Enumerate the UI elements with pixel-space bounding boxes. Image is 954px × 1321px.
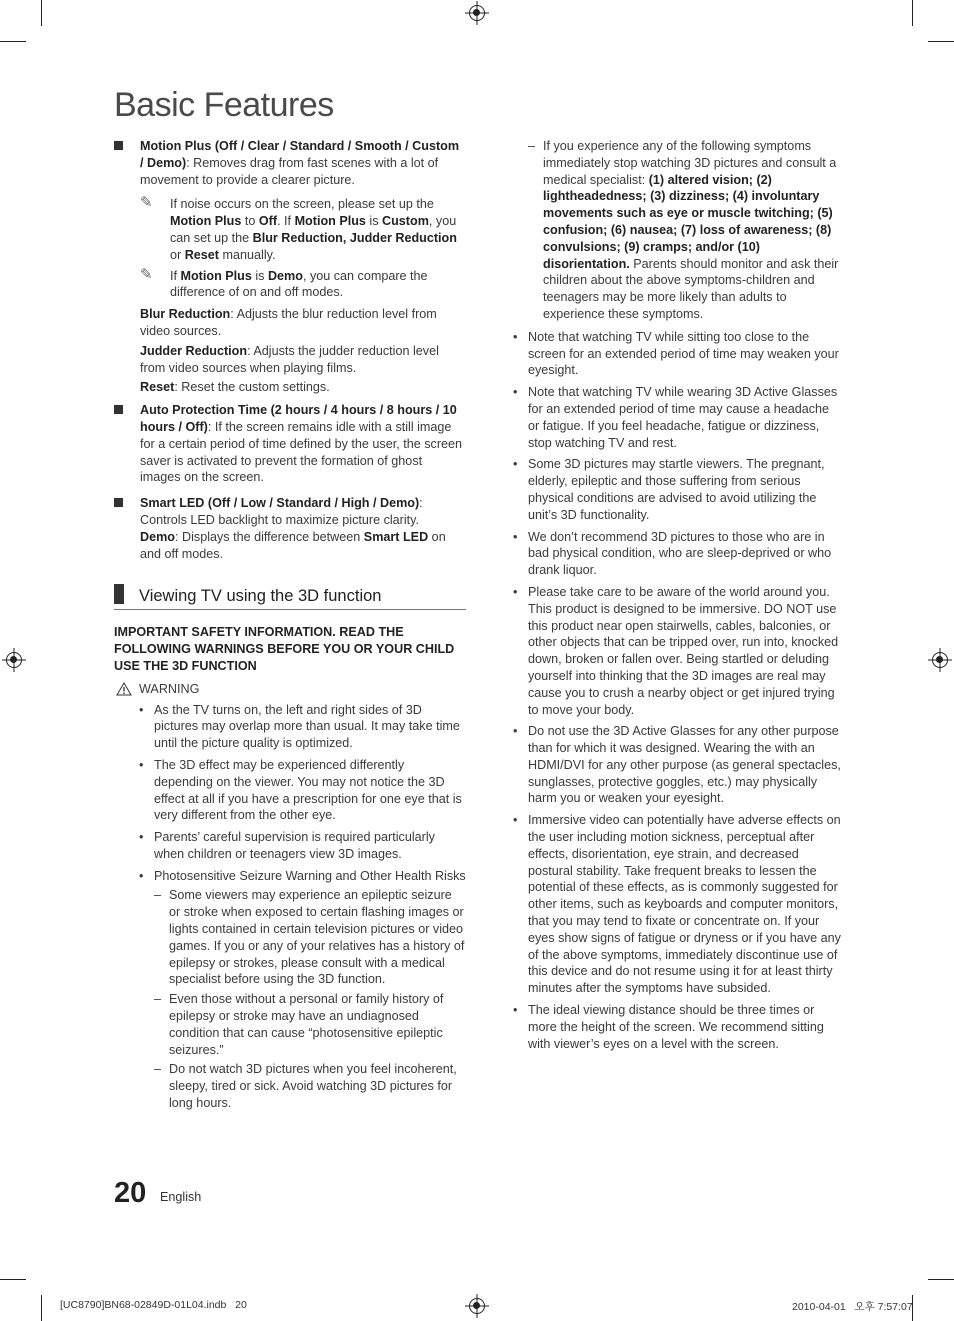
symptoms-block	[513, 138, 843, 323]
list-item: • Some 3D pictures may startle viewers. The pregnant, elderly, epileptic and those suffering from serious physical conditions are advised to avoid utilizing the unit’s 3D functionality.	[513, 457, 825, 522]
crop-mark	[41, 1295, 42, 1321]
square-bullet	[114, 498, 123, 507]
motion-plus-note-2: ✎ If Motion Plus is Demo, you can compare the difference of on and off modes.	[140, 265, 428, 300]
list-item: • The 3D effect may be experienced differently depending on the viewer. You may not notice the 3D effect at all if you have a prescription for one eye that is very different from the other eye.	[139, 757, 462, 823]
list-item: • Do not use the 3D Active Glasses for any other purpose than for which it was designed. Wearing the with an HDMI/DVI for any other purpose (as general spectacles, sunglasses, protective goggles, etc.) may physically harm you or weaken your eyesight.	[513, 724, 841, 806]
crop-mark	[912, 0, 913, 26]
reset-desc: Reset: Reset the custom settings.	[140, 380, 330, 395]
list-item: • The ideal viewing distance should be three times or more the height of the screen. We recommend sitting with viewer’s eyes on a level with the screen.	[513, 1003, 824, 1051]
crop-mark	[41, 0, 42, 26]
warning-list	[139, 702, 466, 1112]
warning-label: WARNING	[114, 681, 466, 698]
crop-mark	[928, 41, 954, 42]
registration-mark-icon	[6, 652, 22, 668]
right-column	[513, 138, 843, 1057]
motion-plus-item	[114, 138, 466, 188]
crop-mark	[928, 1279, 954, 1280]
registration-mark-icon	[469, 5, 485, 21]
crop-mark	[0, 41, 26, 42]
list-item: • Parents’ careful supervision is required particularly when children or teenagers view 3D images.	[139, 830, 435, 861]
warning-triangle-icon	[116, 682, 132, 701]
list-item: • Immersive video can potentially have adverse effects on the user including motion sickness, perceptual after effects, disorientation, eye strain, and decreased postural stability. Take frequent breaks to lessen the potential of these effects, as is commonly suggested for other items, such as keyboards and computer monitors, that you may tend to fixate or concentrate on. If your eyes show signs of fatigue or dryness or if you have any of the above symptoms, immediately discontinue use of this device and do not resume using it for at least thirty minutes after the symptoms have subsided.	[513, 813, 841, 996]
section-bar	[114, 584, 124, 604]
page-title: Basic Features	[114, 86, 334, 124]
pencil-note-icon: ✎	[140, 194, 153, 212]
list-item: • As the TV turns on, the left and right sides of 3D pictures may overlap more than usual. It may take time until the picture quality is optimized.	[139, 702, 460, 751]
page-number: 20	[114, 1177, 147, 1209]
judder-reduction-desc: Judder Reduction: Adjusts the judder reduction level from video sources when playing films.	[140, 343, 439, 375]
registration-mark-icon	[932, 652, 948, 668]
motion-plus-note-1: ✎ If noise occurs on the screen, please set up the Motion Plus to Off. If Motion Plus is Custom, you can set up the Blur Reduction, Judder Reduction or Reset manually.	[140, 194, 457, 262]
auto-protection-item: Auto Protection Time (2 hours / 4 hours / 8 hours / 10 hours / Off): If the screen remains idle with a still image for a certain period of time defined by the user, the screen saver is activated to prevent the formation of ghost images on the screen.	[114, 402, 466, 486]
square-bullet	[114, 141, 123, 150]
list-item: • Please take care to be aware of the world around you. This product is designed to be immersive. DO NOT use this product near open stairwells, cables, balconies, or other objects that can be tripped over, run into, knocked down, broken or fallen over. Being startled or deluding yourself into thinking that the 3D images are real may cause you to crush a nearby object or get injured trying to move your body.	[513, 584, 839, 717]
page-language: English	[160, 1190, 202, 1204]
smart-led-item: Smart LED (Off / Low / Standard / High / Demo): Controls LED backlight to maximize picture clarity. Demo: Displays the difference between Smart LED on and off modes.	[114, 495, 466, 562]
section-heading-3d: Viewing TV using the 3D function	[114, 584, 466, 610]
pencil-note-icon: ✎	[140, 265, 153, 283]
motion-plus-desc: : Removes drag from fast scenes with a lot of movement to provide a clearer picture.	[140, 155, 439, 187]
registration-mark-icon	[469, 1298, 485, 1314]
list-item: • Photosensitive Seizure Warning and Other Health Risks	[139, 868, 466, 883]
crop-mark	[0, 1279, 26, 1280]
blur-reduction-desc: Blur Reduction: Adjusts the blur reduction level from video sources.	[140, 307, 437, 338]
footer-file-info: [UC8790]BN68-02849D-01L04.indb 20	[60, 1299, 247, 1311]
list-item: • We don’t recommend 3D pictures to those who are in bad physical condition, who are sleep-deprived or who drank liquor.	[513, 529, 832, 578]
dash-list	[139, 887, 466, 1111]
list-item: – Even those without a personal or family history of epilepsy or stroke may have an undiagnosed condition that can cause “photosensitive epileptic seizures.”	[154, 992, 444, 1057]
list-item: – Some viewers may experience an epileptic seizure or stroke when exposed to certain flashing images or lights contained in certain television pictures or video games. If you or any of your relatives has a history of epilepsy or strokes, please consult with a medical specialist before using the 3D function.	[154, 888, 465, 987]
list-item: • Note that watching TV while wearing 3D Active Glasses for an extended period of time may cause a headache or fatigue. If you feel headache, fatigue or dizziness, stop watching TV and rest.	[513, 385, 838, 450]
left-column	[114, 138, 466, 1115]
list-item: – If you experience any of the following symptoms immediately stop watching 3D pictures and consult a medical specialist: (1) altered vision; (2) lightheadedness; (3) dizziness; (4) involuntary movements such as eye or muscle twitching; (5) confusion; (6) nausea; (7) loss of awareness; (8) convulsions; (9) cramps; and/or (10) disorientation. Parents should monitor and ask their children about the above symptoms-children and teenagers may be more likely than adults to experience these symptoms.	[528, 139, 839, 321]
list-item: – Do not watch 3D pictures when you feel incoherent, sleepy, tired or sick. Avoid watching 3D pictures for long hours.	[154, 1062, 457, 1111]
motion-plus-title: Motion Plus (Off / Clear / Standard / Smooth / Custom / Demo)	[140, 139, 460, 170]
footer-date: 2010-04-01 오후 7:57:07	[792, 1301, 913, 1313]
list-item: • Note that watching TV while sitting too close to the screen for an extended period of time may weaken your eyesight.	[513, 329, 839, 378]
square-bullet	[114, 405, 123, 414]
safety-heading: IMPORTANT SAFETY INFORMATION. READ THE FOLLOWING WARNINGS BEFORE YOU OR YOUR CHILD USE THE 3D FUNCTION	[114, 625, 455, 673]
